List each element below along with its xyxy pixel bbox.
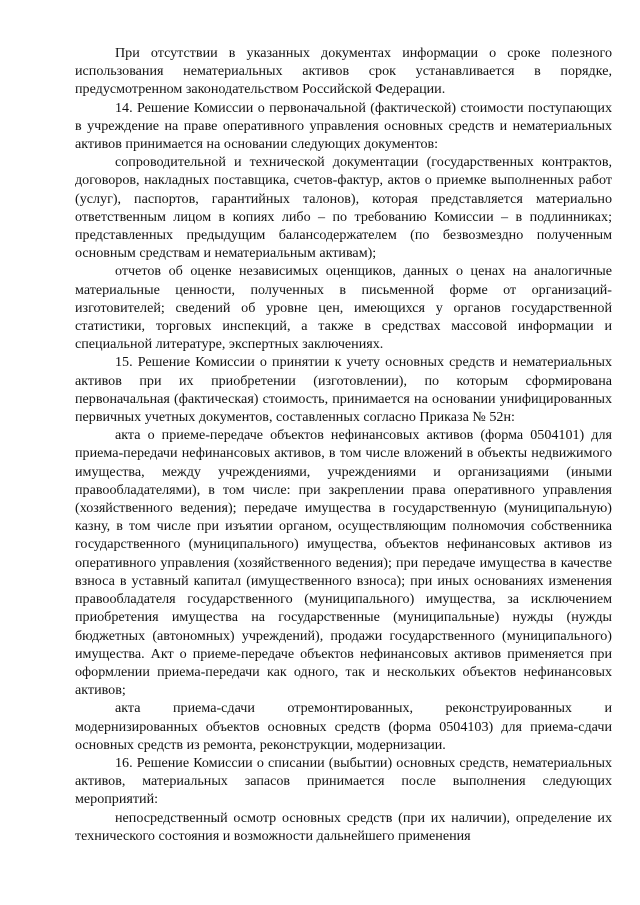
- paragraph-accompanying-docs: сопроводительной и технической документации (государственных контрактов, договоров, накладных поставщика, счетов-фактур, актов о приемке выполненных работ (услуг), паспортов, гарантийных талонов), которая представляется материально ответственным лицом в копиях либо – по требованию Комиссии – в подлинниках; представленных предыдущим балансодержателем (по безвозмездно полученным основным средствам и нематериальным активам);: [75, 154, 612, 262]
- paragraph-item-14: 14. Решение Комиссии о первоначальной (фактической) стоимости поступающих в учреждение на праве оперативного управления основных средств и нематериальных активов принимается на основании следующих документов:: [75, 99, 612, 153]
- paragraph-item-15: 15. Решение Комиссии о принятии к учету основных средств и нематериальных активов при их приобретении (изготовлении), по которым сформирована первоначальная (фактическая) стоимость, принимается на основании унифицированных первичных учетных документов, составленных согласно Приказа № 52н:: [75, 354, 612, 426]
- paragraph-inspection: непосредственный осмотр основных средств (при их наличии), определение их технического состояния и возможности дальнейшего применения: [75, 809, 612, 844]
- paragraph-act-0504103: акта приема-сдачи отремонтированных, реконструированных и модернизированных объектов основных средств (форма 0504103) для приема-сдачи основных средств из ремонта, реконструкции, модернизации.: [75, 700, 612, 753]
- paragraph-useful-life-note: При отсутствии в указанных документах информации о сроке полезного использования нематериальных активов срок устанавливается в порядке, предусмотренном законодательством Российской Федерации.: [75, 45, 612, 98]
- paragraph-valuation-reports: отчетов об оценке независимых оценщиков, данных о ценах на аналогичные материальные ценности, полученных в письменной форме от организаций-изготовителей; сведений об уровне цен, имеющихся у органов государственной статистики, торговых инспекций, а также в средствах массовой информации и специальной литературе, экспертных заключениях.: [75, 263, 612, 353]
- document-page: [75, 44, 612, 845]
- paragraph-act-0504101: акта о приеме-передаче объектов нефинансовых активов (форма 0504101) для приема-передачи нефинансовых активов, в том числе вложений в объекты недвижимого имущества, между учреждениями, учреждениями и организациями (иными правообладателями), в том числе: при закреплении права оперативного управления (хозяйственного ведения); передаче имущества в государственную (муниципальную) казну, в том числе при изъятии органом, осуществляющим полномочия собственника государственного (муниципального) имущества, объектов нефинансовых активов из оперативного управления (хозяйственного ведения); при передаче имущества в качестве взноса в уставный капитал (имущественного взноса); при иных основаниях изменения правообладателя государственного (муниципального) имущества, за исключением приобретения имущества на государственные (муниципальные) нужды (нужды бюджетных (автономных) учреждений), продажи государственного (муниципального) имущества. Акт о приеме-передаче объектов нефинансовых активов применяется при оформлении приема-передачи как одного, так и нескольких объектов нефинансовых активов;: [75, 427, 612, 699]
- paragraph-item-16: 16. Решение Комиссии о списании (выбытии) основных средств, нематериальных активов, материальных запасов принимается после выполнения следующих мероприятий:: [75, 754, 612, 808]
